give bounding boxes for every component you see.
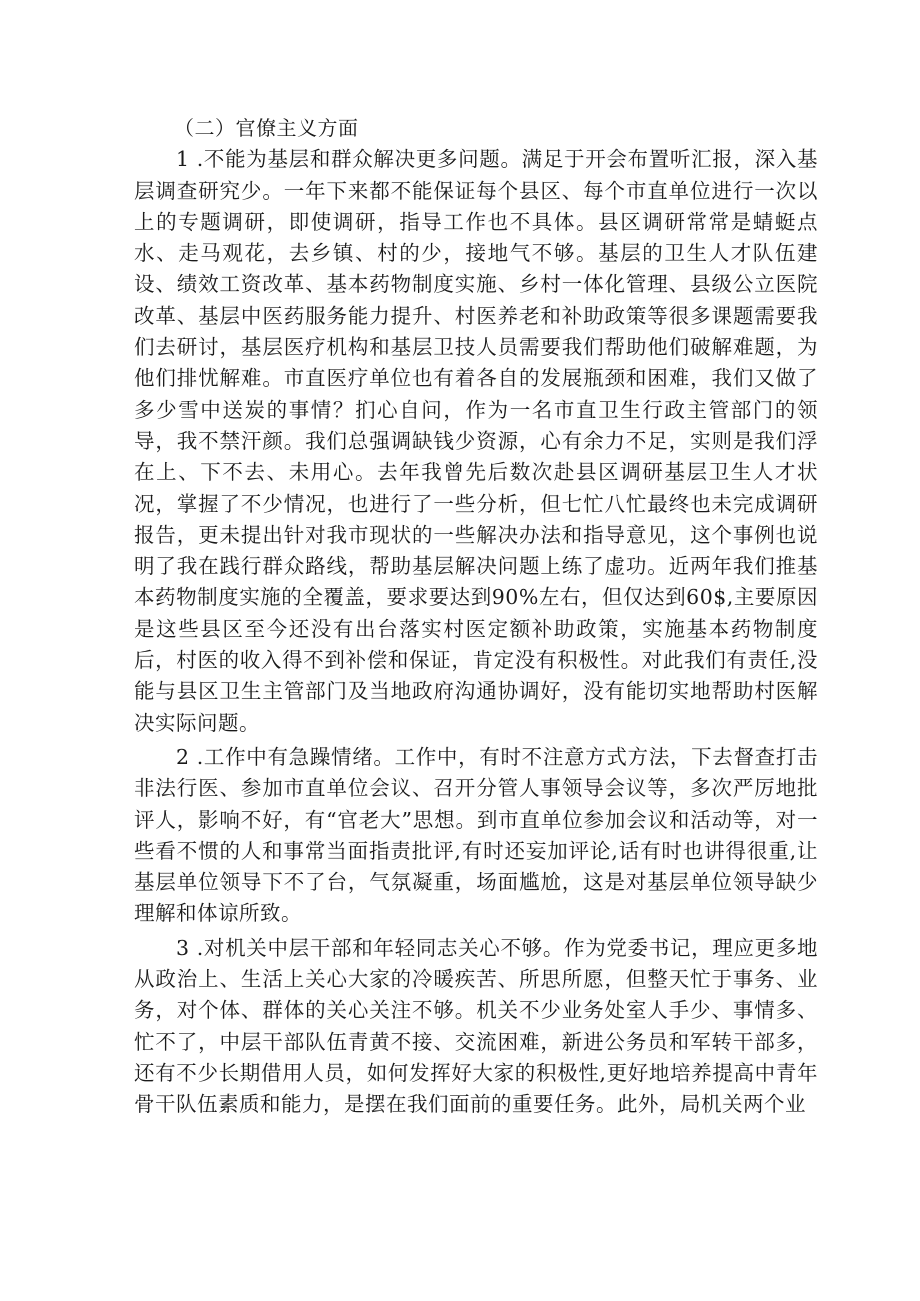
document-body <box>134 113 818 1121</box>
paragraph-1: 1 .不能为基层和群众解决更多问题。满足于开会布置听汇报，深入基层调查研究少。一年下来都不能保证每个县区、每个市直单位进行一次以上的专题调研，即使调研，指导工作也不具体。县区调研常常是蜻蜓点水、走马观花，去乡镇、村的少，接地气不够。基层的卫生人才队伍建设、绩效工资改革、基本药物制度实施、乡村一体化管理、县级公立医院改革、基层中医药服务能力提升、村医养老和补助政策等很多课题需要我们去研讨，基层医疗机构和基层卫技人员需要我们帮助他们破解难题，为他们排忧解难。市直医疗单位也有着各自的发展瓶颈和困难，我们又做了多少雪中送炭的事情？扪心自问，作为一名市直卫生行政主管部门的领导，我不禁汗颜。我们总强调缺钱少资源，心有余力不足，实则是我们浮在上、下不去、未用心。去年我曾先后数次赴县区调研基层卫生人才状况，掌握了不少情况，也进行了一些分析，但七忙八忙最终也未完成调研报告，更未提出针对我市现状的一些解决办法和指导意见，这个事例也说明了我在践行群众路线，帮助基层解决问题上练了虚功。近两年我们推基本药物制度实施的全覆盖，要求要达到90%左右，但仅达到60$,主要原因是这些县区至今还没有出台落实村医定额补助政策，实施基本药物制度后，村医的收入得不到补偿和保证，肯定没有积极性。对此我们有责任,没能与县区卫生主管部门及当地政府沟通协调好，没有能切实地帮助村医解决实际问题。 <box>134 147 818 735</box>
section-heading: （二）官僚主义方面 <box>174 116 359 140</box>
paragraph-3: 3 .对机关中层干部和年轻同志关心不够。作为党委书记，理应更多地从政治上、生活上关心大家的冷暖疾苦、所思所愿，但整天忙于事务、业务，对个体、群体的关心关注不够。机关不少业务处室人手少、事情多、忙不了，中层干部队伍青黄不接、交流困难，新进公务员和军转干部多，还有不少长期借用人员，如何发挥好大家的积极性,更好地培养提高中青年骨干队伍素质和能力，是摆在我们面前的重要任务。此外，局机关两个业 <box>134 935 818 1117</box>
paragraph-2: 2 .工作中有急躁情绪。工作中，有时不注意方式方法，下去督查打击非法行医、参加市直单位会议、召开分管人事领导会议等，多次严厉地批评人，影响不好，有“官老大”思想。到市直单位参加会议和活动等，对一些看不惯的人和事常当面指责批评,有时还妄加评论,话有时也讲得很重,让基层单位领导下不了台，气氛凝重，场面尴尬，这是对基层单位领导缺少理解和体谅所致。 <box>134 744 818 926</box>
